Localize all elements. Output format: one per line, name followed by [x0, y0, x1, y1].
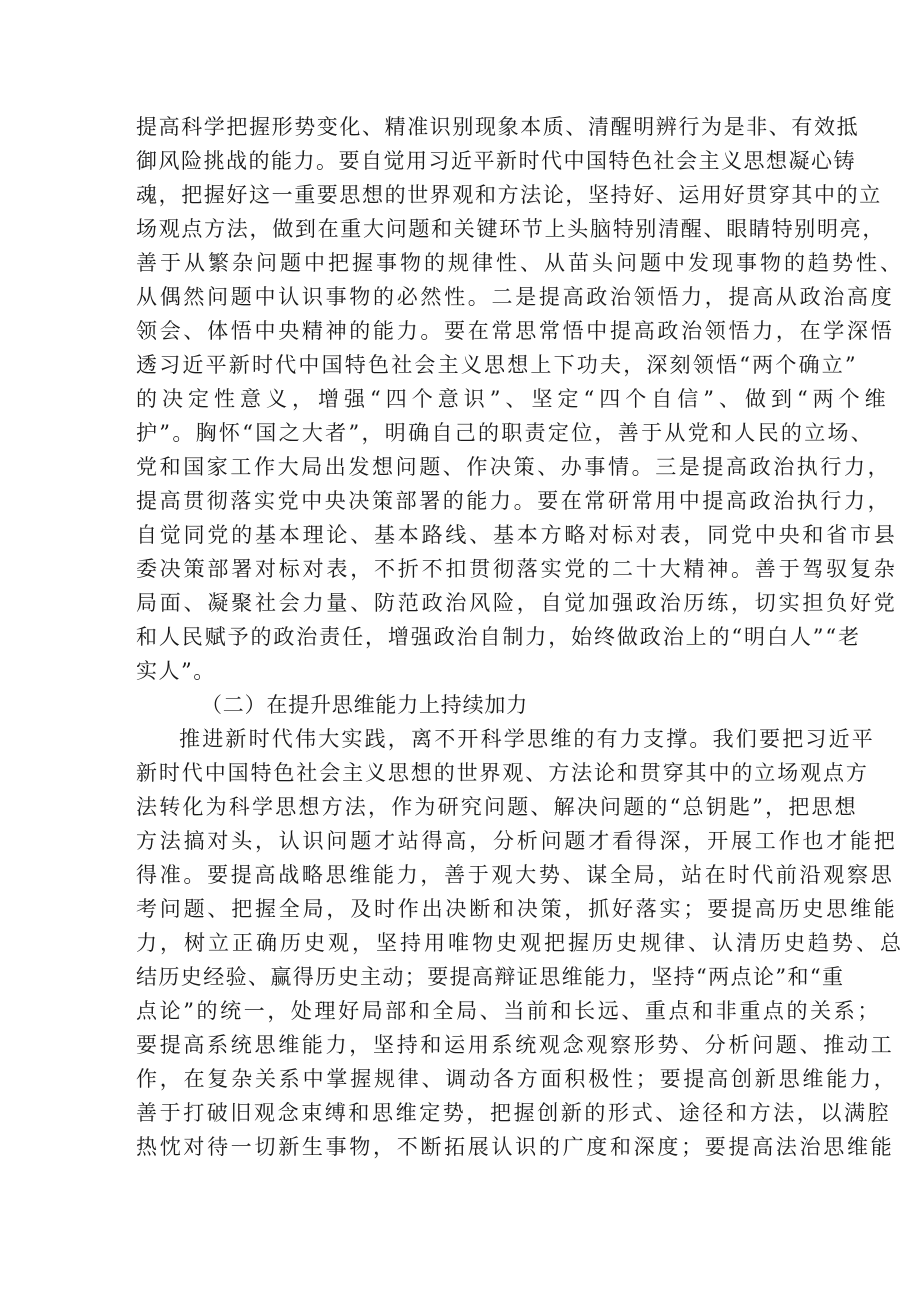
section-heading-text: （二）在提升思维能力上持续加力 [201, 693, 528, 717]
text-line-content: 结历史经验、赢得历史主动；要提高辩证思维能力，坚持“两点论”和“重 [136, 965, 845, 989]
text-line-content: 自觉同党的基本理论、基本路线、基本方略对标对表，同党中央和省市县 [136, 523, 898, 547]
text-line-content: 委决策部署对标对表，不折不扣贯彻落实党的二十大精神。善于驾驭复杂 [136, 557, 898, 581]
text-line-content: 善于从繁杂问题中把握事物的规律性、从苗头问题中发现事物的趋势性、 [136, 251, 904, 275]
text-line-content: 的决定性意义，增强“四个意识”、坚定“四个自信”、做到“两个维 [136, 387, 891, 411]
text-line-content: 和人民赋予的政治责任，增强政治自制力，始终做政治上的“明白人”“老 [136, 625, 861, 649]
text-line-content: 得准。要提高战略思维能力，善于观大势、谋全局，站在时代前沿观察思 [136, 863, 895, 887]
text-line-content: 从偶然问题中认识事物的必然性。二是提高政治领悟力，提高从政治高度 [136, 285, 895, 309]
text-line-content: 方法搞对头，认识问题才站得高，分析问题才看得深，开展工作也才能把 [136, 829, 898, 853]
text-line-content: 新时代中国特色社会主义思想的世界观、方法论和贯穿其中的立场观点方 [136, 761, 869, 785]
text-line-content: 热忱对待一切新生事物，不断拓展认识的广度和深度；要提高法治思维能 [136, 1135, 895, 1159]
text-line-content: 力，树立正确历史观，坚持用唯物史观把握历史规律、认清历史趋势、总 [136, 931, 904, 955]
text-line-content: 御风险挑战的能力。要自觉用习近平新时代中国特色社会主义思想凝心铸 [136, 149, 856, 173]
text-line-content: 领会、体悟中央精神的能力。要在常思常悟中提高政治领悟力，在学深悟 [136, 319, 895, 343]
text-line-content: 党和国家工作大局出发想问题、作决策、办事情。三是提高政治执行力， [136, 455, 892, 479]
text-line-content: 法转化为科学思想方法，作为研究问题、解决问题的“总钥匙”，把思想 [136, 795, 858, 819]
text-line-content: 点论”的统一，处理好局部和全局、当前和长远、重点和非重点的关系； [136, 999, 881, 1023]
text-line-content: 要提高系统思维能力，坚持和运用系统观念观察形势、分析问题、推动工 [136, 1033, 895, 1057]
text-line-content: 魂，把握好这一重要思想的世界观和方法论，坚持好、运用好贯穿其中的立 [136, 183, 882, 207]
text-line-content: 局面、凝聚社会力量、防范政治风险，自觉加强政治历练，切实担负好党 [136, 591, 898, 615]
text-line-content: 作，在复杂关系中掌握规律、调动各方面积极性；要提高创新思维能力， [136, 1067, 898, 1091]
text-line-content: 场观点方法，做到在重大问题和关键环节上头脑特别清醒、眼睛特别明亮， [136, 217, 886, 241]
text-line-content: 善于打破旧观念束缚和思维定势，把握创新的形式、途径和方法，以满腔 [136, 1101, 892, 1125]
text-line-content: 护”。胸怀“国之大者”，明确自己的职责定位，善于从党和人民的立场、 [136, 421, 875, 445]
text-line-content: 考问题、把握全局，及时作出决断和决策，抓好落实；要提高历史思维能 [136, 897, 898, 921]
text-line-content: 提高贯彻落实党中央决策部署的能力。要在常研常用中提高政治执行力， [136, 489, 892, 513]
text-line-content: 推进新时代伟大实践，离不开科学思维的有力支撑。我们要把习近平 [179, 727, 875, 751]
text-line-content: 提高科学把握形势变化、精准识别现象本质、清醒明辨行为是非、有效抵 [136, 115, 860, 139]
text-line-content: 透习近平新时代中国特色社会主义思想上下功夫，深刻领悟“两个确立” [136, 353, 858, 377]
text-line-content: 实人”。 [136, 659, 216, 683]
